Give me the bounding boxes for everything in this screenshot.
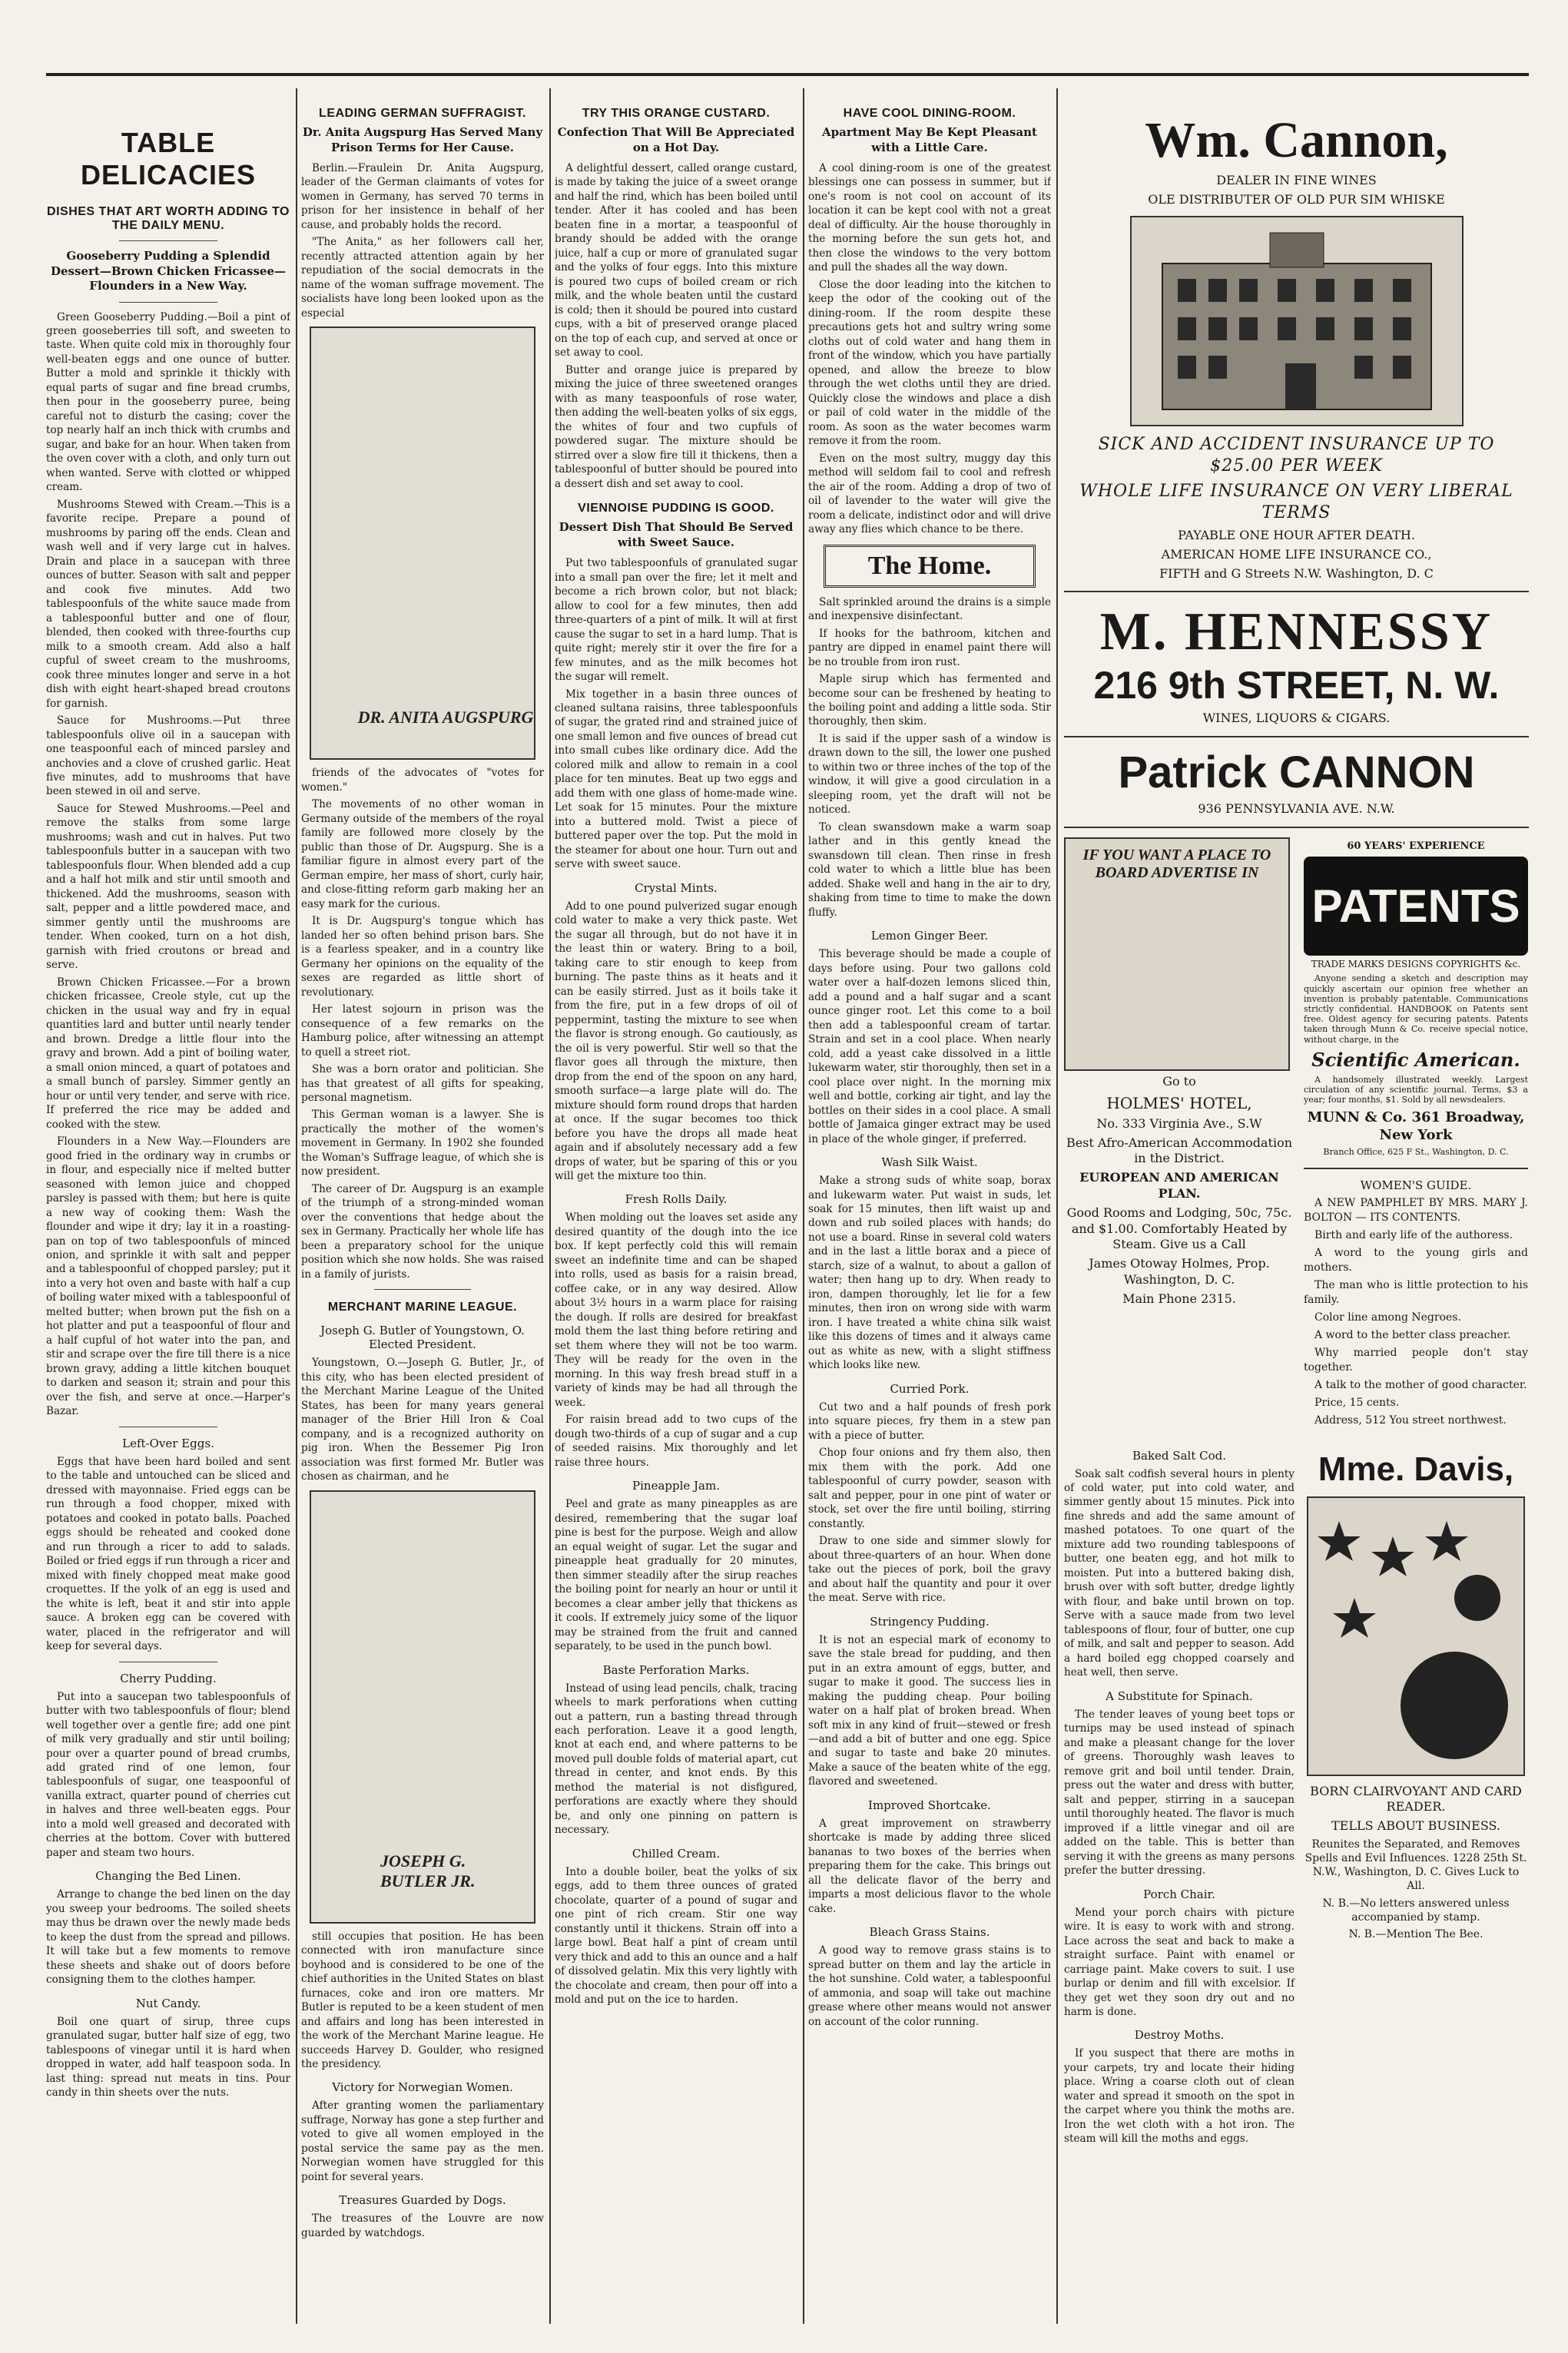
ad-insurance bbox=[1064, 434, 1529, 582]
article-paragraph: It is Dr. Augspurg's tongue which has landed her so often behind prison bars. She is a fearless speaker, and in a country like Germany her opinions on the equality of the sexes are regarded as little short of revolutionary. bbox=[301, 915, 544, 999]
ad-text: MUNN & Co. 361 Broadway, New York bbox=[1307, 1109, 1525, 1143]
article-paragraph: The career of Dr. Augspurg is an example of the triumph of a strong-minded woman over the conventions that hedge about the sex in Germany. Practically her whole life has been a preparatory school for the unique position which she now holds. She was raised in a family of jurists. bbox=[301, 1182, 544, 1281]
section-heading: Treasures Guarded by Dogs. bbox=[339, 2193, 506, 2208]
article-paragraph: Soak salt codfish several hours in plenty of cold water, put into cold water, and simmer gently about 15 minutes. Pick into fine shreds and add the same amount of mashed potatoes. To one quart of the mixture add two rounding tablespoons of butter, one beaten egg, and hot milk to moisten. Put into a buttered baking dish, brush over with soft butter, dredge lightly with flour, and bake until brown on top. Serve with a sauce made from two level tablespoons of flour, four of butter, one cup of milk, and salt and pepper to season. Add a hard boiled egg chopped coarsely and heat well, then serve. bbox=[1064, 1467, 1295, 1679]
article-paragraph: friends of the advocates of "votes for women." bbox=[301, 767, 544, 794]
board-caption: IF YOU WANT A PLACE TO BOARD ADVERTISE IN bbox=[1082, 846, 1271, 881]
ad-paragraph: The man who is little protection to his family. bbox=[1304, 1279, 1528, 1307]
article-paragraph: Instead of using lead pencils, chalk, tracing wheels to mark perforations when cutting out a pattern, run a basting thread through each perforation. Leave it a good length, knot at each end, and where patterns to be moved pull double folds of material apart, cut thread in center, and knot ends. By this method the material is not disfigured, perforations are exactly where they should be, and only one pinning on pattern is necessary. bbox=[555, 1682, 797, 1837]
article-paragraph: Youngstown, O.—Joseph G. Butler, Jr., of this city, who has been elected president of the Merchant Marine League of the United States, has been for many years general manager of the Brier Hill Iron & Coal company, and is a recognized authority on pig iron. When the Bessemer Pig Iron association was first formed Mr. Butler was chosen as chairman, and he bbox=[301, 1357, 544, 1483]
star-icon bbox=[1308, 1498, 1523, 1775]
deck: Gooseberry Pudding a Splendid Dessert—Brown Chicken Fricassee—Flounders in a New Way. bbox=[51, 249, 286, 293]
ad-text: OLE DISTRIBUTER OF OLD PUR SIM WHISKE bbox=[1148, 191, 1445, 207]
article-paragraph: Mushrooms Stewed with Cream.—This is a favorite recipe. Prepare a pound of mushrooms by paring off the ends. Clean and wash well and if very large cut in halves. Drain and place in a saucepan with three ounces of butter. Season with salt and pepper and cook five minutes. Add two tablespoonfuls of the white sauce made from a tablespoonful butter and one of flour, blended, then cooked with three-fourths cup milk to a smooth cream. Add also a half cupful of sweet cream to the mushrooms, cook three minutes longer and serve in a hot dish with eight heart-shaped bread croutons for garnish. bbox=[46, 498, 290, 710]
divider bbox=[119, 240, 217, 241]
ad-text: HOLMES' HOTEL, bbox=[1106, 1093, 1252, 1112]
article-paragraph: still occupies that position. He has been connected with iron manufacture since boyhood and is considered to be one of the chief authorities in the United States on blast furnaces, coke and iron ore matters. Mr Butler is reputed to be a keen student of men and affairs and long has been interested in the work of the Merchant Marine league. He succeeds Harvey D. Goulder, who resigned the presidency. bbox=[301, 1930, 544, 2070]
section-heading: Stringency Pudding. bbox=[870, 1614, 990, 1629]
column-cool-dining-room bbox=[808, 96, 1051, 2328]
column-table-delicacies bbox=[46, 96, 290, 2328]
article-paragraph: Peel and grate as many pineapples as are desired, remembering that the sugar loaf pine is best for the purpose. Weigh and allow an equal weight of sugar. Let the sugar and pineapple heat gradually for 20 minutes, then simmer steadily after the sirup reaches the boiling point for nearly an hour or until it becomes a clear amber jelly that thickens as it cools. If extremely juicy some of the liquor may be strained from the fruit and canned separately, to be used in the punch bowl. bbox=[555, 1498, 797, 1653]
article-paragraph: When molding out the loaves set aside any desired quantity of the dough into the ice box. If kept perfectly cold this will remain sweet an indefinite time and can be shaped into rolls, used as basis for a raisin bread, coffee cake, or in any way desired. Allow about 3½ hours in a warm place for raising the dough. If rolls are desired for breakfast mold them the last thing before retiring and set them where they will not be too warm. They will be ready for the oven in the morning. In this way fresh bread stuff in a variety of kinds may be had all through the week. bbox=[555, 1211, 797, 1409]
ad-paragraph: A talk to the mother of good character. bbox=[1314, 1379, 1527, 1392]
building-icon bbox=[1132, 217, 1462, 425]
article-paragraph: Green Gooseberry Pudding.—Boil a pint of green gooseberries till soft, and sweeten to taste. When quite cold mix in thoroughly four well-beaten eggs and one ounce of butter. Butter a mold and sprinkle it thickly with equal parts of sugar and fine bread crumbs, then pour in the gooseberry puree, being careful not to disturb the casing; cover the top nearly half an inch thick with crumbs and sugar, and bake for an hour. When taken from the oven cover with a cloth, and only turn out when wanted. Serve with clotted or whipped cream. bbox=[46, 310, 290, 494]
ad-patrick-cannon bbox=[1064, 747, 1529, 817]
column-orange-custard bbox=[555, 96, 797, 2328]
article-paragraph: Close the door leading into the kitchen to keep the odor of the cooking out of the dining-room. If the room despite these precautions gets hot and sultry wring some cloths out of cold water and hang them in front of the window, which you have partially opened, and allow the breeze to blow through the wet cloths until they are dried. Quickly close the windows and place a dish or pail of cold water in the middle of the room. As soon as the water becomes warm remove it from the room. bbox=[808, 278, 1051, 448]
article-paragraph: Draw to one side and simmer slowly for about three-quarters of an hour. When done take out the pieces of pork, boil the gravy and about half the quantity and pour it over the meat. Serve with rice. bbox=[808, 1535, 1051, 1605]
article-paragraph: Put two tablespoonfuls of granulated sugar into a small pan over the fire; let it melt and become a rich brown color, but not black; allow to cool for a few minutes, then add three-quarters of a pint of milk. It will at first cause the sugar to set in a hard lump. That is quite right; merely stir it over the fire for a few minutes, and as the milk becomes hot the sugar will remelt. bbox=[555, 557, 797, 684]
column-divider bbox=[1056, 88, 1058, 2324]
article-paragraph: Arrange to change the bed linen on the day you sweep your bedrooms. The soiled sheets may thus be drawn over the newly made beds to keep the dust from the spread and pillows. It will take but a few moments to remove these sheets and shake out of doors before consigning them to the clothes hamper. bbox=[46, 1888, 290, 1987]
section-heading: Baked Salt Cod. bbox=[1132, 1448, 1226, 1463]
divider bbox=[1064, 736, 1529, 737]
portrait-caption: DR. ANITA AUGSPURG bbox=[357, 708, 534, 727]
ad-text: N. B.—Mention The Bee. bbox=[1348, 1928, 1483, 1941]
article-paragraph: This beverage should be made a couple of days before using. Pour two gallons cold water over a half-dozen lemons sliced thin, add a pound and a half sugar and a scant ounce ginger root. Let this come to a boil then add a tablespoonful cream of tartar. Strain and set in a cool place. When nearly cold, add a yeast cake dissolved in a little lukewarm water, stir thoroughly, then set in a cool place over night. In the morning mix well and bottle, corking air tight, and lay the bottles on their sides in a cool place. A small bottle of Jamaica ginger extract may be used in place of the whole ginger, if preferred. bbox=[808, 948, 1051, 1145]
section-heading: Left-Over Eggs. bbox=[122, 1436, 214, 1450]
ad-title: M. HENNESSY bbox=[1099, 602, 1493, 662]
section-heading: Baste Perforation Marks. bbox=[602, 1662, 750, 1677]
section-heading: Wash Silk Waist. bbox=[881, 1155, 978, 1170]
divider bbox=[1064, 591, 1529, 592]
article-paragraph: Mix together in a basin three ounces of cleaned sultana raisins, three tablespoonfuls of sugar, the grated rind and strained juice of one small lemon and five ounces of bread cut into small cubes like ordinary dice. Add the colored milk and allow to remain in a cool place for ten minutes. Beat up two eggs and add them with one glass of home-made wine. Let soak for 15 minutes. Pour the mixture into a buttered mold. Twist a piece of buttered paper over the top. Put the mold in the steamer for about one hour. Turn out and serve with sweet sauce. bbox=[555, 688, 797, 871]
article-paragraph: A cool dining-room is one of the greatest blessings one can possess in summer, but if one's room is not cool on account of its location it can be kept cool with not a great deal of difficulty. Air the house thoroughly in the morning before the sun gets hot, and then close the windows to the very bottom and pull the shades all the way down. bbox=[808, 162, 1051, 274]
article-paragraph: To clean swansdown make a warm soap lather and in this gently knead the swansdown till clean. Then rinse in fresh cold water to which a little blue has been added. Shake well and hang in the air to dry, shaking from time to time to make the down fluffy. bbox=[808, 820, 1051, 919]
headline-table-delicacies: TABLE DELICACIES bbox=[80, 127, 257, 191]
divider bbox=[374, 1289, 471, 1290]
headline-cool-dining-room: HAVE COOL DINING-ROOM. bbox=[843, 107, 1016, 120]
section-heading: Porch Chair. bbox=[1143, 1887, 1215, 1901]
section-heading: Chilled Cream. bbox=[632, 1846, 721, 1861]
deck: Dr. Anita Augspurg Has Served Many Prison Terms for Her Cause. bbox=[302, 125, 543, 154]
article-paragraph: For raisin bread add to two cups of the dough two-thirds of a cup of sugar and a cup of seeded raisins. Mix thoroughly and let raise three hours. bbox=[555, 1413, 797, 1469]
newspaper-page bbox=[46, 73, 1529, 2331]
ad-patents-guide bbox=[1304, 837, 1528, 1432]
ad-text: Branch Office, 625 F St., Washington, D. C. bbox=[1323, 1147, 1509, 1158]
article-paragraph: Eggs that have been hard boiled and sent to the table and untouched can be sliced and dressed with mayonnaise. Fried eggs can be run through a food chopper, mixed with potatoes and cooked in potato balls. Poached eggs should be reheated and cooked done and run through a ricer to add to salads. Boiled or fried eggs if run through a ricer and mixed with finely chopped meat make good croquettes. If the yolk of an egg is used and the white is left, beat it and stir into apple sauce. A broken egg can be covered with water, placed in the refrigerator and will keep for several days. bbox=[46, 1455, 290, 1653]
section-heading: Victory for Norwegian Women. bbox=[332, 2080, 513, 2095]
ad-text: Reunites the Separated, and Removes Spells and Evil Influences. 1228 25th St. N.W., Washington, D. C. Gives Luck to All. bbox=[1304, 1838, 1527, 1893]
section-heading: Destroy Moths. bbox=[1134, 2028, 1225, 2043]
ad-paragraph: Color line among Negroes. bbox=[1314, 1311, 1461, 1324]
section-heading: Changing the Bed Linen. bbox=[95, 1869, 241, 1884]
portrait-anita-augspurg bbox=[310, 326, 535, 760]
ad-paragraph: A word to the better class preacher. bbox=[1314, 1329, 1511, 1342]
ad-text: WOMEN'S GUIDE. bbox=[1360, 1178, 1472, 1192]
section-heading: A Substitute for Spinach. bbox=[1106, 1689, 1253, 1703]
ad-title: Wm. Cannon, bbox=[1145, 112, 1448, 168]
article-paragraph: Add to one pound pulverized sugar enough cold water to make a very thick paste. Wet the sugar all through, but do not have it in the least thin or watery. Bring to a boil, taking care to stir enough to keep from burning. The paste thins as it heats and it can be easily stirred. Just as it boils take it from the fire, put in a few drops of oil of peppermint, tasting the mixture to see when the flavor is strong enough. Go cautiously, as the oil is very powerful. Stir well so that the flavor goes all through the mixture, then drop from the end of the spoon on any hard, smooth surface—a large plate will do. The mixture should form round drops that harden at once. If the sugar becomes too thick before you have the drops all made heat again and if absolutely necessary add a few drops of water, but be sparing of this or you will get the mixture too thin. bbox=[555, 900, 797, 1182]
article-paragraph: Brown Chicken Fricassee.—For a brown chicken fricassee, Creole style, cut up the chicken in the usual way and fry in equal quantities lard and butter until nearly tender and brown. Dredge a little flour into the gravy and brown. Add a pint of boiling water, a small onion minced, a quart of potatoes and a small bunch of parsley. Simmer gently an hour or until very tender, and serve with rice. If preferred the rice may be added and cooked with the stew. bbox=[46, 976, 290, 1131]
article-paragraph: A good way to remove grass stains is to spread butter on them and lay the article in the hot sunshine. Cold water, a tablespoonful of ammonia, and soap will take out machine grease where other means would not answer on account of the color running. bbox=[808, 1944, 1051, 2028]
deck: Apartment May Be Kept Pleasant with a Little Care. bbox=[822, 125, 1037, 154]
patents-banner: PATENTS bbox=[1304, 857, 1528, 956]
column-german-suffragist bbox=[301, 96, 544, 2328]
ad-paragraph: Why married people don't stay together. bbox=[1304, 1347, 1528, 1374]
ad-wm-cannon bbox=[1064, 111, 1529, 426]
article-paragraph: Mend your porch chairs with picture wire. It is easy to work with and strong. Lace across the seat and back to make a straight surface. Paint with enamel or carriage paint. Make covers to suit. I use burlap or denim and fill with excelsior. If they get wet they soon dry out and no harm is done. bbox=[1064, 1906, 1295, 2018]
article-paragraph: If hooks for the bathroom, kitchen and pantry are dipped in enamel paint there will be no trouble from iron rust. bbox=[808, 627, 1051, 668]
ad-text: PAYABLE ONE HOUR AFTER DEATH. bbox=[1178, 527, 1415, 542]
divider bbox=[119, 302, 217, 303]
section-heading: Improved Shortcake. bbox=[868, 1798, 991, 1812]
ad-text: WHOLE LIFE INSURANCE ON VERY LIBERAL TERMS bbox=[1079, 481, 1513, 523]
ad-paragraph: A handsomely illustrated weekly. Largest circulation of any scientific journal. Terms, $3 a year; four months, $1. Sold by all newsdealers. bbox=[1304, 1074, 1528, 1105]
section-heading: Pineapple Jam. bbox=[632, 1479, 720, 1493]
ad-mme-davis bbox=[1304, 1440, 1528, 2149]
article-paragraph: She was a born orator and politician. She has that greatest of all gifts for speaking, personal magnetism. bbox=[301, 1063, 544, 1104]
article-paragraph: Cut two and a half pounds of fresh pork into square pieces, fry them in a stew pan with a piece of butter. bbox=[808, 1400, 1051, 1442]
ad-text: N. B.—No letters answered unless accompanied by stamp. bbox=[1322, 1897, 1510, 1924]
section-heading: Nut Candy. bbox=[135, 1996, 201, 2010]
ad-text: No. 333 Virginia Ave., S.W bbox=[1096, 1115, 1262, 1131]
ad-text: TRADE MARKS DESIGNS COPYRIGHTS &c. bbox=[1311, 958, 1521, 969]
article-paragraph: Flounders in a New Way.—Flounders are good fried in the ordinary way in crumbs or in flour, and especially nice if melted butter seasoned with lemon juice and chopped parsley is passed with them; but here is quite a new way of cooking them: Wash the flounder and wipe it dry; lay it in a roasting-pan on top of two tablespoonfuls of minced onion, and sprinkle it with salt and pepper and a tablespoonful of chopped parsley; put it into a very hot oven and baste with half a cup of boiling water mixed with a tablespoonful of melted butter; when brown put the fish on a hot platter and put a teaspoonful of flour and a half cupful of hot water into the pan, and stir and scrape over the fire till there is a nice brown gravy, adding a little kitchen bouquet to darken and season it; strain and pour this over the fish, and serve at once.—Harper's Bazar. bbox=[46, 1135, 290, 1418]
column-divider bbox=[296, 88, 297, 2324]
board-advertise-illustration bbox=[1064, 837, 1290, 1071]
article-paragraph: Boil one quart of sirup, three cups granulated sugar, butter half size of egg, two tablespoons of vinegar until it is hard when dropped in water, add half teaspoon soda. In last thing: spread nut meats in tins. Pour candy in thin sheets over the nuts. bbox=[46, 2015, 290, 2099]
ad-paragraph: Birth and early life of the authoress. bbox=[1314, 1229, 1513, 1242]
ad-text: 60 YEARS' EXPERIENCE bbox=[1347, 840, 1485, 852]
article-paragraph: The movements of no other woman in Germany outside of the members of the royal family are followed more closely by the public than those of Dr. Augspurg. She is a familiar figure in almost every part of the German empire, her mass of short, curly hair, and close-fitting reform garb making her an easy mark for the curious. bbox=[301, 798, 544, 910]
ad-paragraph: Price, 15 cents. bbox=[1314, 1397, 1400, 1410]
ad-text: Main Phone 2315. bbox=[1122, 1291, 1236, 1306]
ad-title: Scientific American. bbox=[1311, 1048, 1520, 1071]
divider bbox=[1304, 1168, 1528, 1169]
article-paragraph: The treasures of the Louvre are now guarded by watchdogs. bbox=[301, 2212, 544, 2239]
ad-text: 936 PENNSYLVANIA AVE. N.W. bbox=[1198, 801, 1395, 817]
section-heading: Crystal Mints. bbox=[635, 880, 718, 895]
article-paragraph: It is not an especial mark of economy to save the stale bread for pudding, and then put in an extra amount of eggs, butter, and sugar to make it good. The success lies in making the pudding cheap. Pour boiling water on a half plat of broken bread. When soft mix in any kind of fruit—stewed or fresh—and add a bit of butter and one egg. Spice and sugar to taste and bake 20 minutes. Make a sauce of the beaten white of the egg, flavored and sweetened. bbox=[808, 1633, 1051, 1788]
headline-merchant-marine: MERCHANT MARINE LEAGUE. bbox=[327, 1301, 518, 1314]
recipes-sidebar bbox=[1064, 1440, 1295, 2149]
ad-text: SICK AND ACCIDENT INSURANCE UP TO $25.00 PER WEEK bbox=[1098, 434, 1495, 476]
ad-text: EUROPEAN AND AMERICAN PLAN. bbox=[1079, 1170, 1279, 1201]
section-heading: Fresh Rolls Daily. bbox=[625, 1192, 728, 1207]
ad-text: Best Afro-American Accommodation in the District. bbox=[1066, 1135, 1293, 1166]
headline-suffragist: LEADING GERMAN SUFFRAGIST. bbox=[319, 107, 526, 120]
ad-text: AMERICAN HOME LIFE INSURANCE CO., bbox=[1161, 546, 1432, 562]
divider bbox=[1064, 827, 1529, 828]
section-heading: Curried Pork. bbox=[890, 1381, 970, 1396]
ad-row bbox=[1064, 1440, 1529, 2149]
section-heading: Cherry Pudding. bbox=[120, 1671, 217, 1685]
article-paragraph: This German woman is a lawyer. She is practically the mother of the women's movement in Germany. In 1902 she founded the Woman's Suffrage league, of which she is now president. bbox=[301, 1109, 544, 1178]
column-divider bbox=[803, 88, 804, 2324]
article-paragraph: Make a strong suds of white soap, borax and lukewarm water. Put waist in suds, let soak for 15 minutes, then lift waist up and down and rub soiled places with hands; do not use a board. Rinse in several cold waters and in the last a little borax and a piece of starch, size of a walnut, to about a gallon of water; then hang up to dry. When ready to iron, dampen thoroughly, let lie for a few minutes, then iron on wrong side with warm iron. I have treated a white china silk waist like this dozens of times and it always came out as white as new, with a slight stiffness which looks like new. bbox=[808, 1175, 1051, 1372]
ad-text: BORN CLAIRVOYANT AND CARD READER. bbox=[1310, 1783, 1522, 1814]
ad-title: Mme. Davis, bbox=[1318, 1450, 1514, 1488]
article-paragraph: Berlin.—Fraulein Dr. Anita Augspurg, leader of the German claimants of votes for women in Germany, has served 70 terms in prison for her insistence in behalf of her cause, and probably holds the record. bbox=[301, 162, 544, 231]
article-paragraph: A great improvement on strawberry shortcake is made by adding three sliced bananas to two boxes of the berries when preparing them for the cake. This brings out all the delicate flavor of the berry and imparts a most delicious flavor to the whole cake. bbox=[808, 1817, 1051, 1915]
top-rule bbox=[46, 73, 1529, 76]
mme-davis-illustration bbox=[1307, 1496, 1525, 1776]
article-paragraph: Butter and orange juice is prepared by mixing the juice of three sweetened oranges with as many teaspoonfuls of rose water, then adding the well-beaten yolks of six eggs, the whites of four and two cupfuls of powdered sugar. The mixture should be stirred over a slow fire till it thickens, then a tablespoonful of butter should be poured into a dessert dish and set away to cool. bbox=[555, 363, 797, 490]
deck: Dessert Dish That Should Be Served with Sweet Sauce. bbox=[559, 520, 794, 549]
ad-title: Patrick CANNON bbox=[1118, 747, 1475, 798]
ad-row bbox=[1064, 837, 1529, 1432]
article-paragraph: The tender leaves of young beet tops or turnips may be used instead of spinach and make a pleasant change for the lover of greens. Thoroughly wash leaves to remove grit and boil until tender. Drain, press out the water and dress with butter, salt and pepper, stirring in a saucepan until thoroughly heated. The flavor is much improved if a little vinegar and oil are added on the table. This is better than serving it with the greens as many persons prefer the butter dressing. bbox=[1064, 1708, 1295, 1877]
headline-viennoise: VIENNOISE PUDDING IS GOOD. bbox=[578, 502, 774, 515]
article-paragraph: It is said if the upper sash of a window is drawn down to the sill, the lower one pushed to within two or three inches of the top of the window, it will give a good circulation in a sleeping room, yet the draft will not be noticed. bbox=[808, 732, 1051, 817]
ad-paragraph: A word to the young girls and mothers. bbox=[1304, 1247, 1528, 1274]
ad-paragraph: A NEW PAMPHLET BY MRS. MARY J. BOLTON — ITS CONTENTS. bbox=[1304, 1197, 1528, 1225]
deck: Joseph G. Butler of Youngstown, O. Elected President. bbox=[320, 1324, 525, 1352]
ad-text: James Otoway Holmes, Prop. Washington, D. C. bbox=[1089, 1256, 1270, 1287]
article-paragraph: If you suspect that there are moths in your carpets, try and locate their hiding place. Wring a coarse cloth out of clean water and spread it smooth on the spot in the carpet where you think the moths are. Iron the wet cloth with a hot iron. The steam will kill the moths and eggs. bbox=[1064, 2047, 1295, 2146]
article-paragraph: Chop four onions and fry them also, then mix them with the pork. Add one tablespoonful of curry powder, season with salt and pepper, pour in one pint of water or stock, set over the fire until boiling, stirring constantly. bbox=[808, 1447, 1051, 1530]
section-heading: Bleach Grass Stains. bbox=[869, 1925, 990, 1940]
article-paragraph: Her latest sojourn in prison was the consequence of a few remarks on the Hamburg police, after witnessing an attempt to quell a street riot. bbox=[301, 1003, 544, 1059]
ad-hennessy bbox=[1064, 602, 1529, 727]
article-paragraph: A delightful dessert, called orange custard, is made by taking the juice of a sweet orange and half the rind, which has been boiled until tender. After it has cooled and has been beaten fine in a mortar, a teaspoonful of brandy should be added with the orange juice, half a cup or more of granulated sugar and the yolks of four eggs. Into this mixture is poured two cups of boiled cream or rich milk, and the whole beaten until the custard is cold; then it should be poured into custard cups, with a bit of preserved orange placed on the top of each cup, and served at once or set away to cool. bbox=[555, 162, 797, 360]
ad-title: 216 9th STREET, N. W. bbox=[1093, 664, 1500, 708]
ad-board-holmes bbox=[1064, 837, 1295, 1432]
article-paragraph: Maple sirup which has fermented and become sour can be freshened by heating to the boiling point and adding a little soda. Stir thoroughly, then skim. bbox=[808, 673, 1051, 728]
ad-text: Go to bbox=[1162, 1073, 1196, 1089]
building-illustration bbox=[1130, 216, 1464, 426]
article-paragraph: Even on the most sultry, muggy day this method will seldom fail to cool and refresh the air of the room. Adding a drop of two of oil of lavender to the water will give the room a delicate, indistinct odor and will drive away any flies which chance to be there. bbox=[808, 452, 1051, 536]
section-heading: Lemon Ginger Beer. bbox=[870, 929, 989, 943]
column-divider bbox=[549, 88, 551, 2324]
article-paragraph: Sauce for Mushrooms.—Put three tablespoonfuls olive oil in a saucepan with one teaspoonful each of minced parsley and anchovies and a clove of crushed garlic. Heat five minutes, add to mushrooms that have been stewed in oil and serve. bbox=[46, 714, 290, 798]
ad-text: FIFTH and G Streets N.W. Washington, D. C bbox=[1159, 565, 1434, 581]
headline-orange-custard: TRY THIS ORANGE CUSTARD. bbox=[582, 107, 771, 120]
article-paragraph: "The Anita," as her followers call her, recently attracted attention again by her repudiation of the social democrats in the name of the woman suffrage movement. The socialists have long been looked upon as the especial bbox=[301, 236, 544, 320]
the-home-heading: The Home. bbox=[824, 545, 1036, 588]
ad-text: TELLS ABOUT BUSINESS. bbox=[1331, 1818, 1500, 1834]
article-paragraph: Into a double boiler, beat the yolks of six eggs, add to them three ounces of grated chocolate, quarter of a pound of sugar and one pint of rich cream. Stir one way constantly until it thickens. Strain off into a large bowl. Beat half a pint of cream until very thick and add to this an ounce and a half of dissolved gelatin. Mix this very lightly with the chocolate and cream, then pour off into a mold and put on the ice to harden. bbox=[555, 1865, 797, 2007]
ad-paragraph: Address, 512 You street northwest. bbox=[1314, 1414, 1507, 1427]
article-paragraph: Put into a saucepan two tablespoonfuls of butter with two tablespoonfuls of flour; blend well together over a gentle fire; add one pint of milk very gradually and stir until boiling; pour over a quarter pound of bread crumbs, add grated rind of one lemon, four tablespoonfuls of sugar, one teaspoonful of vanilla extract, quarter pound of cherries cut in halves and three well-beaten eggs. Pour into a mold well greased and decorated with cherries at the bottom. Cover with buttered paper and steam two hours. bbox=[46, 1690, 290, 1859]
subhead: DISHES THAT ART WORTH ADDING TO THE DAILY MENU. bbox=[47, 205, 290, 232]
portrait-caption: JOSEPH G. BUTLER JR. bbox=[380, 1851, 476, 1891]
ad-text: Good Rooms and Lodging, 50c, 75c. and $1.00. Comfortably Heated by Steam. Give us a Call bbox=[1066, 1205, 1292, 1252]
ad-text: DEALER IN FINE WINES bbox=[1216, 173, 1377, 187]
portrait-joseph-butler bbox=[310, 1490, 535, 1924]
ad-text: WINES, LIQUORS & CIGARS. bbox=[1202, 711, 1391, 726]
ad-paragraph: Anyone sending a sketch and description may quickly ascertain our opinion free whether an invention is probably patentable. Communications strictly confidential. HANDBOOK on Patents sent free. Oldest agency for securing patents. Patents taken through Munn & Co. receive special notice, without charge, in the bbox=[1304, 973, 1528, 1045]
deck: Confection That Will Be Appreciated on a Hot Day. bbox=[557, 125, 795, 154]
article-paragraph: After granting women the parliamentary suffrage, Norway has gone a step further and voted to give all women employed in the postal service the same pay as the men. Norwegian women have struggled for this point for several years. bbox=[301, 2099, 544, 2183]
article-paragraph: Salt sprinkled around the drains is a simple and inexpensive disinfectant. bbox=[808, 595, 1051, 623]
article-paragraph: Sauce for Stewed Mushrooms.—Peel and remove the stalks from some large mushrooms; wash and cut in halves. Put two tablespoonfuls butter in a saucepan with two tablespoonfuls flour. When blended add a cup and a half hot milk and stir until smooth and thickened. Add the mushrooms, season with salt, pepper and a little powdered mace, and simmer gently until the mushrooms are tender. When cooked, turn on a hot dish, garnish with fried croutons or bread and serve. bbox=[46, 802, 290, 972]
column-advertisements bbox=[1064, 96, 1529, 2328]
